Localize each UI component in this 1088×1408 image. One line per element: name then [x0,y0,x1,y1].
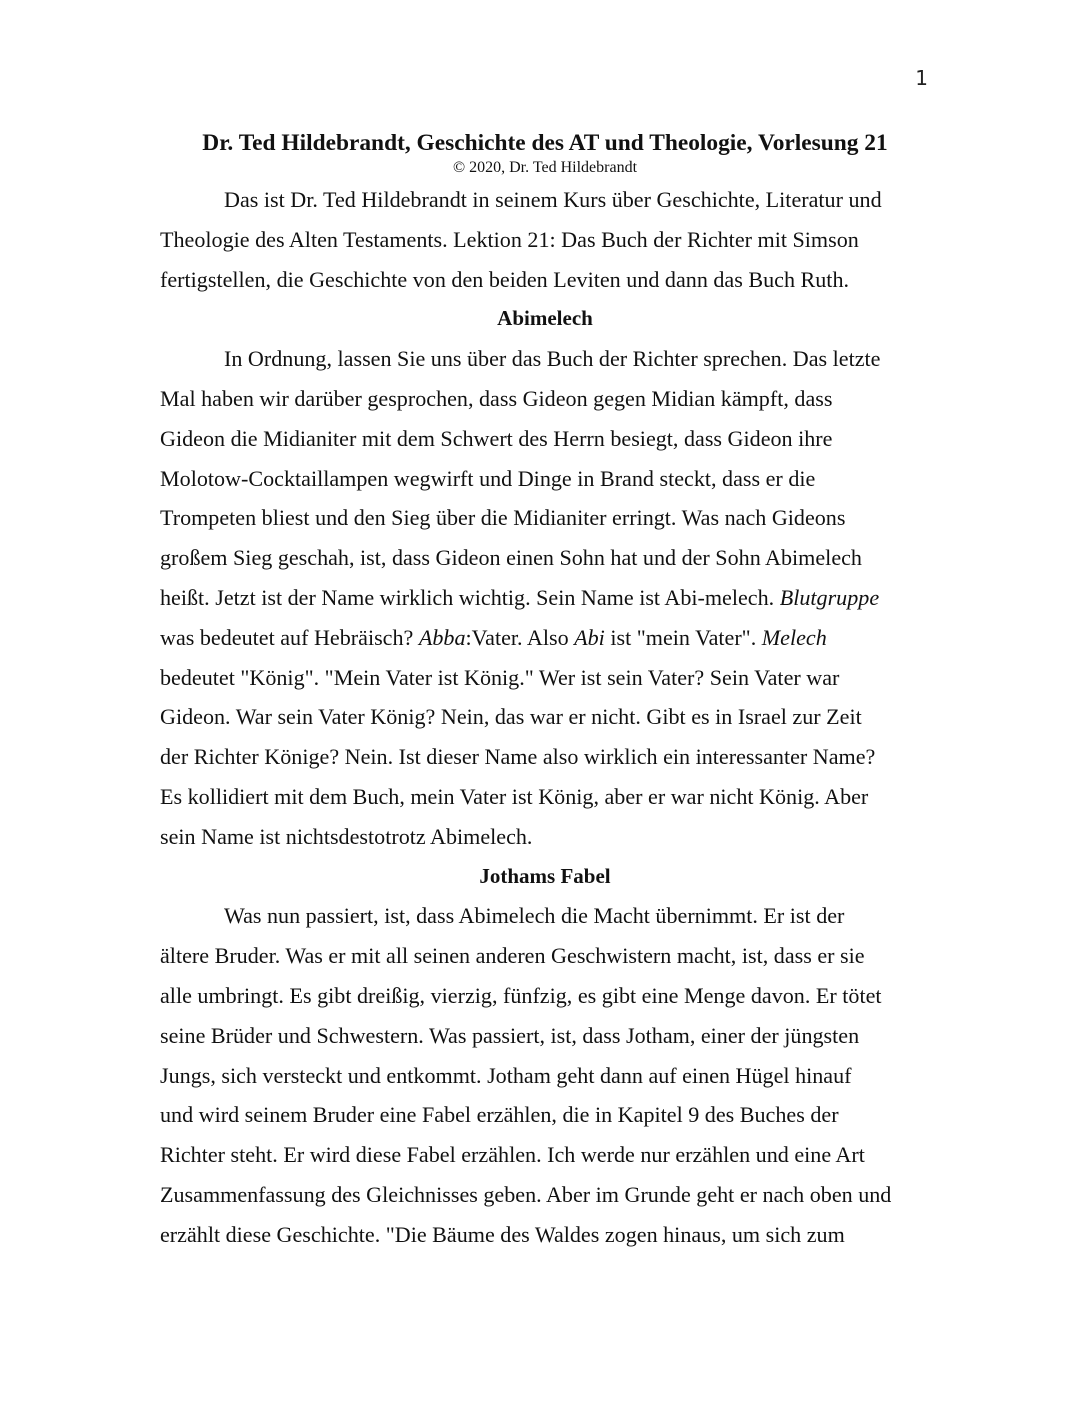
document-body [160,128,930,1255]
section-heading-abimelech: Abimelech [497,306,593,331]
text-line: bedeutet "König". "Mein Vater ist König." Wer ist sein Vater? Sein Vater war [160,664,840,690]
text-line: ältere Bruder. Was er mit all seinen anderen Geschwistern macht, ist, dass er sie [160,943,865,969]
jotham-paragraph [160,896,930,1254]
italic-term: Abi [574,624,605,650]
document-title: Dr. Ted Hildebrandt, Geschichte des AT und Theologie, Vorlesung 21 [202,130,888,156]
text-line [160,618,930,658]
text-line: großem Sieg geschah, ist, dass Gideon einen Sohn hat und der Sohn Abimelech [160,545,862,571]
text-run: was bedeutet auf Hebräisch? [160,624,419,650]
text-line: alle umbringt. Es gibt dreißig, vierzig, fünfzig, es gibt eine Menge davon. Er tötet [160,982,882,1008]
text-line: Richter steht. Er wird diese Fabel erzählen. Ich werde nur erzählen und eine Art [160,1142,865,1168]
text-run: :Vater. Also [465,624,575,650]
section-heading-jothams-fabel: Jothams Fabel [479,863,611,888]
text-line: Theologie des Alten Testaments. Lektion 21: Das Buch der Richter mit Simson [160,226,859,252]
text-line: erzählt diese Geschichte. "Die Bäume des Waldes zogen hinaus, um sich zum [160,1221,845,1247]
text-line: Gideon die Midianiter mit dem Schwert des Herrn besiegt, dass Gideon ihre [160,425,833,451]
text-line: der Richter Könige? Nein. Ist dieser Name also wirklich ein interessanter Name? [160,744,876,770]
text-line: Es kollidiert mit dem Buch, mein Vater ist König, aber er war nicht König. Aber [160,783,869,809]
text-line: Jungs, sich versteckt und entkommt. Jotham geht dann auf einen Hügel hinauf [160,1062,852,1088]
italic-term: Melech [761,624,827,650]
text-line: Molotow-Cocktaillampen wegwirft und Dinge in Brand steckt, dass er die [160,465,816,491]
abimelech-paragraph [160,339,930,856]
intro-paragraph [160,180,930,299]
text-line: Zusammenfassung des Gleichnisses geben. Aber im Grunde geht er nach oben und [160,1181,892,1207]
text-line: Gideon. War sein Vater König? Nein, das war er nicht. Gibt es in Israel zur Zeit [160,704,862,730]
text-line: und wird seinem Bruder eine Fabel erzählen, die in Kapitel 9 des Buches der [160,1102,839,1128]
text-line [160,578,930,618]
text-run: heißt. Jetzt ist der Name wirklich wichtig. Sein Name ist Abi-melech. [160,584,780,610]
text-line: fertigstellen, die Geschichte von den beiden Leviten und dann das Buch Ruth. [160,266,850,292]
text-line: sein Name ist nichtsdestotrotz Abimelech. [160,823,533,849]
text-line: In Ordnung, lassen Sie uns über das Buch der Richter sprechen. Das letzte [224,346,881,372]
text-line: seine Brüder und Schwestern. Was passiert, ist, dass Jotham, einer der jüngsten [160,1022,860,1048]
text-line: Das ist Dr. Ted Hildebrandt in seinem Kurs über Geschichte, Literatur und [224,187,882,212]
text-line: Trompeten bliest und den Sieg über die Midianiter erringt. Was nach Gideons [160,505,846,531]
page-number: 1 [915,66,928,90]
text-run: ist "mein Vater". [604,624,762,650]
text-line: Mal haben wir darüber gesprochen, dass Gideon gegen Midian kämpft, dass [160,385,833,411]
italic-term: Abba [418,624,466,650]
italic-term: Blutgruppe [779,584,880,610]
copyright-notice: © 2020, Dr. Ted Hildebrandt [452,159,638,176]
text-line: Was nun passiert, ist, dass Abimelech die Macht übernimmt. Er ist der [224,903,845,929]
